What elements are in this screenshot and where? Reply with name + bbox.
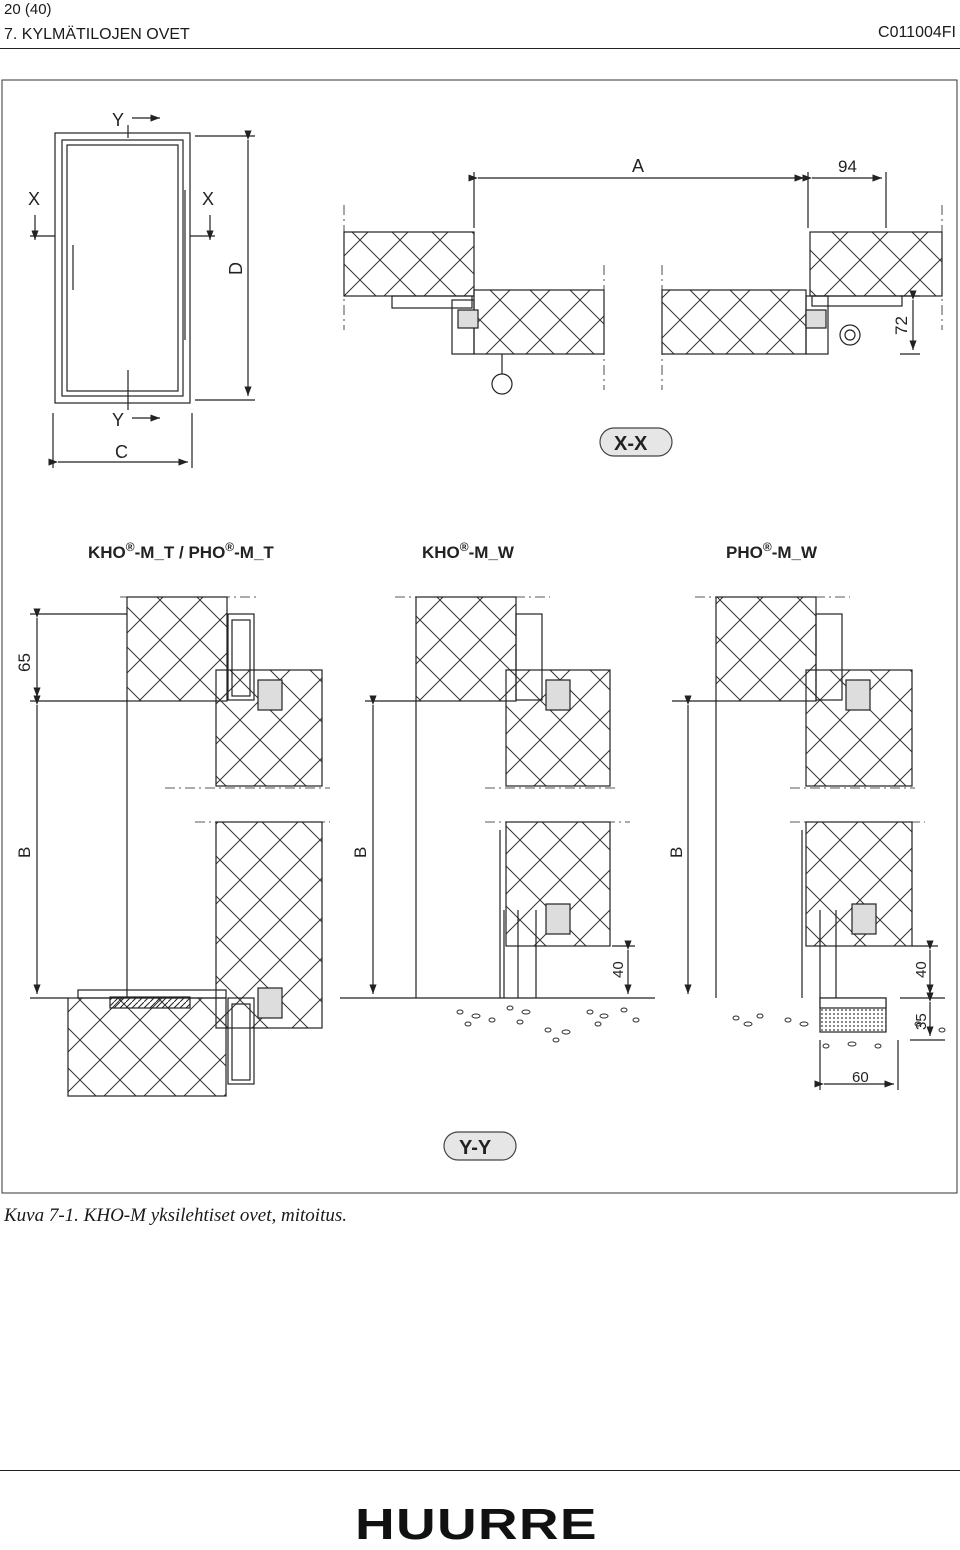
dim-b2: B [351, 846, 370, 858]
section-title: 7. KYLMÄTILOJEN OVET [4, 26, 190, 43]
dim-c: C [115, 442, 128, 462]
variant-2-title: KHO®-M_W [422, 540, 514, 562]
dim-35: 35 [913, 1013, 930, 1030]
variant-3-title: PHO®-M_W [726, 540, 818, 562]
label-y-top: Y [112, 110, 125, 130]
section-yy-col1 [30, 597, 330, 1096]
page-number: 20 (40) [4, 1, 52, 18]
footer-divider [0, 1470, 960, 1471]
section-yy-col3 [672, 597, 945, 1090]
dim-72: 72 [892, 316, 911, 335]
label-x-left: X [28, 189, 41, 209]
dim-40b: 40 [913, 961, 930, 978]
dim-b3: B [667, 846, 686, 858]
dim-a: A [632, 156, 645, 176]
huurre-logo: HUURRE [355, 1500, 598, 1549]
figure-caption: Kuva 7-1. KHO-M yksilehtiset ovet, mitoitus. [4, 1205, 347, 1226]
document-code: C011004FI [878, 24, 956, 41]
dim-b1: B [15, 846, 34, 858]
variant-titles [88, 540, 818, 562]
section-label-xx: X-X [614, 433, 648, 455]
label-x-right: X [202, 189, 215, 209]
dim-60: 60 [852, 1069, 869, 1086]
dim-94: 94 [838, 157, 857, 176]
label-y-bottom: Y [112, 410, 125, 430]
variant-1-title: KHO®-M_T / PHO®-M_T [88, 540, 274, 562]
dim-65: 65 [15, 653, 34, 672]
dim-40a: 40 [610, 961, 627, 978]
dim-d: D [226, 262, 246, 275]
section-xx [344, 172, 942, 456]
section-label-yy: Y-Y [459, 1137, 492, 1159]
section-yy-col2 [340, 597, 655, 998]
door-elevation [30, 118, 255, 468]
